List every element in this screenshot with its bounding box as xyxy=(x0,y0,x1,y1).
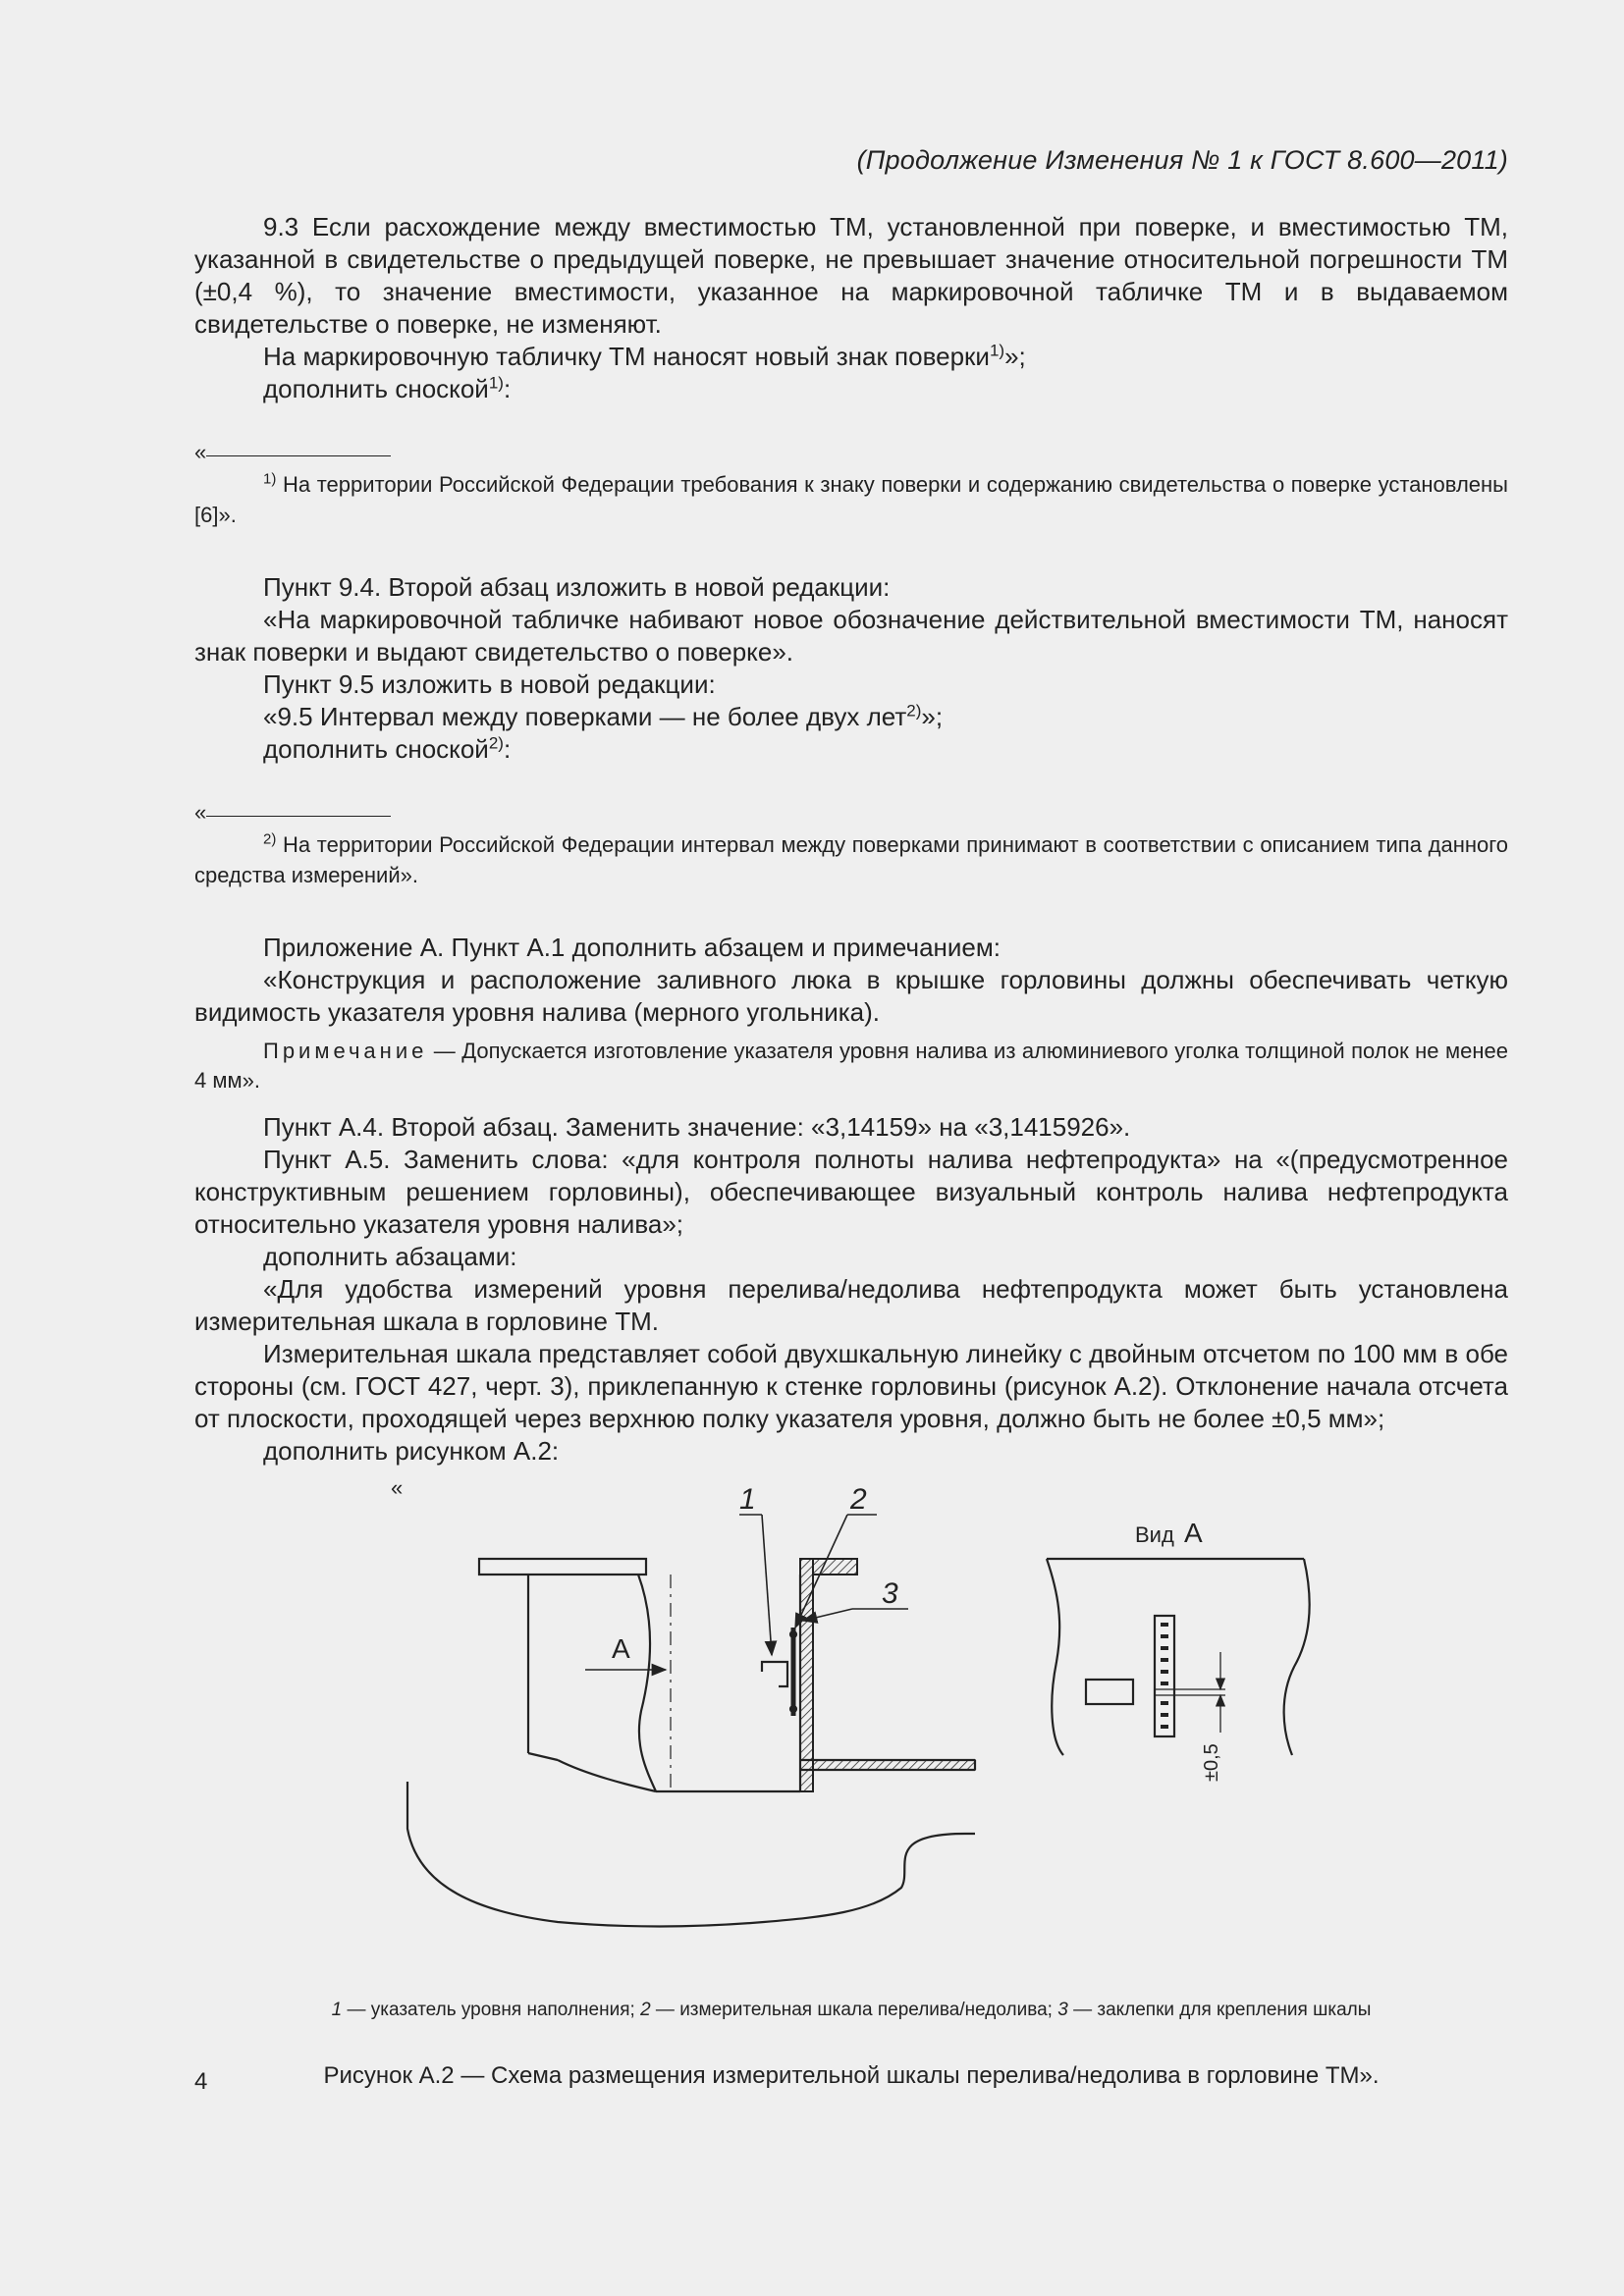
add-footnote-1-colon: : xyxy=(503,374,512,403)
page-number: 4 xyxy=(194,2068,208,2095)
label-2: 2 xyxy=(850,1483,867,1516)
note-text: — Допускается изготовление указателя уровня налива из алюминиевого уголка толщиной полок не менее 4 мм». xyxy=(194,1039,1508,1093)
footnote-2 xyxy=(194,829,1508,890)
section-view xyxy=(407,1559,975,1927)
view-a-word: Вид xyxy=(1135,1522,1174,1547)
footnote-ref-1: 1) xyxy=(989,341,1005,360)
add-footnote-2-ref: 2) xyxy=(488,733,504,753)
add-footnote-1-ref: 1) xyxy=(488,373,504,393)
footnote-2-number: 2) xyxy=(263,830,277,848)
add-footnote-2-colon: : xyxy=(503,734,512,764)
note-label: Примечание xyxy=(263,1039,428,1063)
punkt-a5: Пункт А.5. Заменить слова: «для контроля полноты налива нефтепродукта» на «(предусмотренное конструктивным решением горловины), обеспечивающее визуальный контроль налива нефтепродукта относительно указателя уровня налива»; xyxy=(194,1145,1508,1239)
legend-text-3: — заклепки для крепления шкалы xyxy=(1067,2000,1372,2020)
legend-num-1: 1 xyxy=(331,2000,343,2020)
document-body xyxy=(194,211,1508,2092)
view-a xyxy=(1047,1559,1310,1755)
paragraph-marking xyxy=(194,341,1508,373)
punkt-9-5-end: »; xyxy=(921,702,944,731)
add-footnote-2 xyxy=(194,733,1508,766)
appendix-a-text: «Конструкция и расположение заливного люка в крышке горловины должны обеспечивать четкую видимость указателя уровня налива (мерного угольника). xyxy=(194,965,1508,1027)
add-figure: дополнить рисунком А.2: xyxy=(263,1436,560,1466)
punkt-9-5: Пункт 9.5 изложить в новой редакции: xyxy=(263,669,716,699)
quote-mark: « xyxy=(194,800,207,825)
footnote-1 xyxy=(194,469,1508,530)
footnote-1-text: На территории Российской Федерации требования к знаку поверки и содержанию свидетельства о поверке установлены [6]». xyxy=(194,472,1508,527)
scale-marks xyxy=(1161,1623,1168,1729)
view-a-letter: А xyxy=(1184,1518,1203,1548)
quote-mark: « xyxy=(194,440,207,464)
note xyxy=(194,1037,1508,1095)
add-paragraphs: дополнить абзацами: xyxy=(263,1242,517,1271)
punkt-9-4: Пункт 9.4. Второй абзац изложить в новой редакции: xyxy=(263,572,891,602)
footnote-ref-2: 2) xyxy=(906,701,922,721)
figure-quote-mark: « xyxy=(391,1475,404,1500)
footnote-line xyxy=(206,816,391,817)
label-3: 3 xyxy=(882,1577,898,1610)
scale-text-2: Измерительная шкала представляет собой двухшкальную линейку с двойным отсчетом по 100 мм в обе стороны (см. ГОСТ 427, черт. 3), приклепанную к стенке горловины (рисунок А.2). Отклонение начала отсчета от плоскости, проходящей через верхнюю полку указателя уровня, должно быть не более ±0,5 мм»; xyxy=(194,1339,1508,1433)
punkt-9-5-body: «9.5 Интервал между поверками — не более двух лет xyxy=(263,702,907,731)
add-footnote-1 xyxy=(194,373,1508,405)
level-indicator xyxy=(762,1628,796,1716)
punkt-9-5-text xyxy=(194,701,1508,733)
page-header: (Продолжение Изменения № 1 к ГОСТ 8.600—2011) xyxy=(856,145,1508,175)
paragraph-marking-text: На маркировочную табличку ТМ наносят новый знак поверки xyxy=(263,342,990,371)
paragraph-9-3: 9.3 Если расхождение между вместимостью ТМ, установленной при поверке, и вместимостью ТМ, указанной в свидетельстве о предыдущей поверке, не превышает значение относительной погрешности ТМ (±0,4 %), то значение вместимости, указанное на маркировочной табличке ТМ и в выдаваемом свидетельстве о поверке, не изменяют. xyxy=(194,212,1508,339)
label-1: 1 xyxy=(739,1483,756,1516)
scale-text-1: «Для удобства измерений уровня перелива/недолива нефтепродукта может быть установлена измерительная шкала в горловине ТМ. xyxy=(194,1274,1508,1336)
add-footnote-1-text: дополнить сноской xyxy=(263,374,489,403)
legend-text-2: — измерительная шкала перелива/недолива; xyxy=(650,2000,1058,2020)
label-A: А xyxy=(612,1633,630,1664)
figure-a2 xyxy=(194,1475,1508,1976)
footnote-separator-2 xyxy=(194,800,1508,829)
legend-num-2: 2 xyxy=(640,2000,651,2020)
paragraph-marking-end: »; xyxy=(1004,342,1026,371)
footnote-line xyxy=(206,455,391,456)
appendix-a: Приложение А. Пункт А.1 дополнить абзацем и примечанием: xyxy=(263,933,1001,962)
legend-num-3: 3 xyxy=(1057,2000,1068,2020)
dim-tolerance: ±0,5 xyxy=(1201,1743,1222,1782)
punkt-9-4-text: «На маркировочной табличке набивают новое обозначение действительной вместимости ТМ, наносят знак поверки и выдают свидетельство о поверке». xyxy=(194,605,1508,667)
figure-legend xyxy=(194,1994,1508,2026)
figure-caption: Рисунок А.2 — Схема размещения измерительной шкалы перелива/недолива в горловине ТМ». xyxy=(323,2062,1380,2089)
footnote-2-text: На территории Российской Федерации интервал между поверками принимают в соответствии с описанием типа данного средства измерений». xyxy=(194,832,1508,887)
figure-drawing xyxy=(194,1475,1508,1966)
add-footnote-2-text: дополнить сноской xyxy=(263,734,489,764)
footnote-separator-1 xyxy=(194,440,1508,469)
punkt-a4: Пункт А.4. Второй абзац. Заменить значение: «3,14159» на «3,1415926». xyxy=(263,1112,1131,1142)
footnote-1-number: 1) xyxy=(263,470,277,488)
legend-text-1: — указатель уровня наполнения; xyxy=(342,2000,641,2020)
